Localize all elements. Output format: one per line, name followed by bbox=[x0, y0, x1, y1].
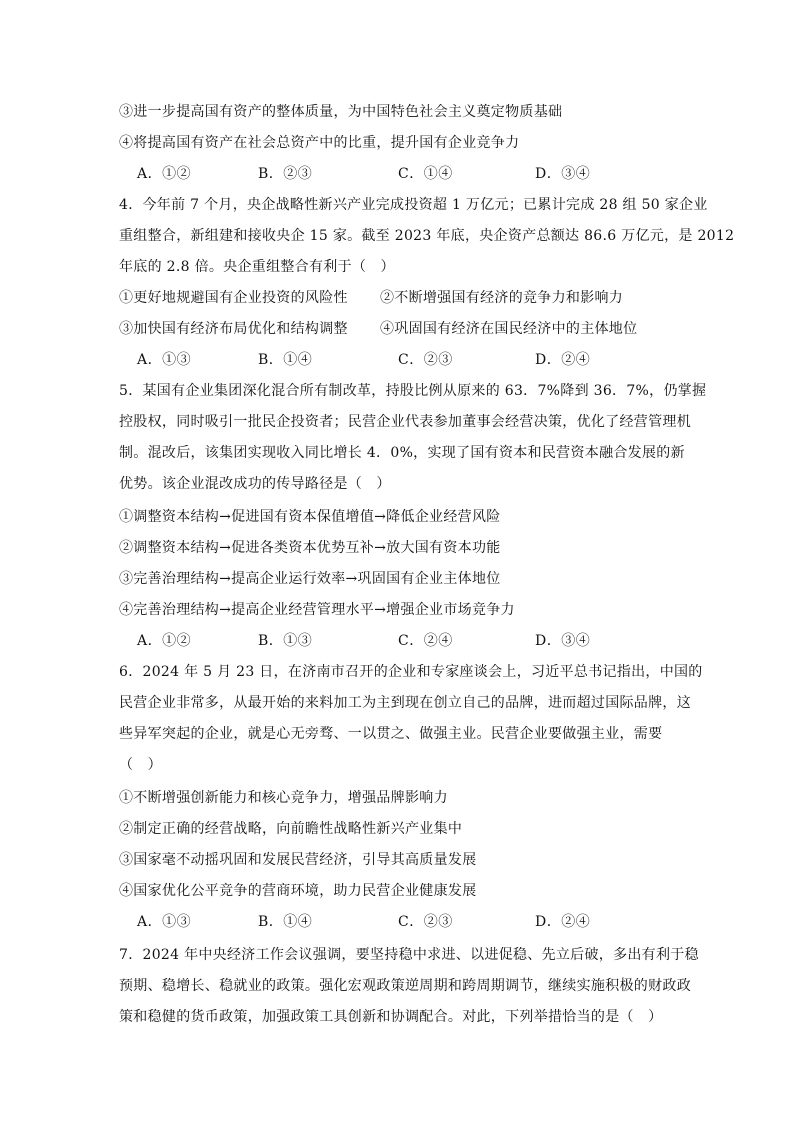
q7-stem-line-1: 7．2024 年中央经济工作会议强调，要坚持稳中求进、以进促稳、先立后破，多出有利于稳 bbox=[119, 947, 699, 963]
q6-option-c: C．②③ bbox=[398, 914, 453, 930]
q6-stem-line-3: 些异军突起的企业，就是心无旁骛、一以贯之、做强主业。民营企业要做强主业，需要 bbox=[119, 726, 663, 742]
q3-option-a: A．①② bbox=[137, 166, 192, 182]
q5-item-4: ④完善治理结构→提高企业经营管理水平→增强企业市场竞争力 bbox=[119, 602, 515, 618]
q5-options bbox=[137, 631, 657, 651]
q4-item-2: ②不断增强国有经济的竞争力和影响力 bbox=[380, 290, 624, 306]
q4-option-c: C．②③ bbox=[398, 352, 453, 368]
q7-stem-line-3: 策和稳健的货币政策，加强政策工具创新和协调配合。对此，下列举措恰当的是（ ） bbox=[119, 1009, 663, 1025]
q4-item-1: ①更好地规避国有企业投资的风险性 bbox=[119, 290, 348, 306]
q7-stem-line-2: 预期、稳增长、稳就业的政策。强化宏观政策逆周期和跨周期调节，继续实施积极的财政政 bbox=[119, 978, 691, 994]
q3-options bbox=[137, 164, 657, 184]
q6-stem-line-2: 民营企业非常多，从最开始的来料加工为主到现在创立自己的品牌，进而超过国际品牌，这 bbox=[119, 695, 691, 711]
q6-option-b: B．①④ bbox=[258, 914, 313, 930]
q6-options bbox=[137, 912, 657, 932]
q4-option-b: B．①④ bbox=[258, 352, 313, 368]
q5-stem-line-3: 制。混改后，该集团实现收入同比增长 4．0%，实现了国有资本和民营资本融合发展的新 bbox=[119, 445, 685, 461]
q5-stem-line-2: 控股权，同时吸引一批民企投资者；民营企业代表参加董事会经营决策，优化了经营管理机 bbox=[119, 414, 691, 430]
q5-stem-line-1: 5．某国有企业集团深化混合所有制改革，持股比例从原来的 63．7%降到 36．7%，仍掌握 bbox=[119, 383, 707, 399]
q3-item-4: ④将提高国有资产在社会总资产中的比重，提升国有企业竞争力 bbox=[119, 135, 520, 151]
q5-stem-line-4: 优势。该企业混改成功的传导路径是（ ） bbox=[119, 476, 391, 492]
q4-item-4: ④巩固国有经济在国民经济中的主体地位 bbox=[380, 321, 638, 337]
q5-option-c: C．②④ bbox=[398, 633, 453, 649]
q3-option-b: B．②③ bbox=[258, 166, 313, 182]
q5-option-a: A．①② bbox=[137, 633, 192, 649]
q4-item-3: ③加快国有经济布局优化和结构调整 bbox=[119, 321, 348, 337]
q3-item-3: ③进一步提高国有资产的整体质量，为中国特色社会主义奠定物质基础 bbox=[119, 104, 563, 120]
q5-option-b: B．①③ bbox=[258, 633, 313, 649]
q4-stem-line-2: 重组整合，新组建和接收央企 15 家。截至 2023 年底，央企资产总额达 86.6 万亿元，是 2012 bbox=[119, 228, 735, 244]
q3-option-c: C．①④ bbox=[398, 166, 453, 182]
q6-item-2: ②制定正确的经营战略，向前瞻性战略性新兴产业集中 bbox=[119, 821, 463, 837]
q4-stem-line-1: 4．今年前 7 个月，央企战略性新兴产业完成投资超 1 万亿元；已累计完成 28 组 50 家企业 bbox=[119, 197, 708, 213]
q5-item-1: ①调整资本结构→促进国有资本保值增值→降低企业经营风险 bbox=[119, 509, 501, 525]
q6-item-4: ④国家优化公平竞争的营商环境，助力民营企业健康发展 bbox=[119, 883, 477, 899]
q4-stem-line-3: 年底的 2.8 倍。央企重组整合有利于（ ） bbox=[119, 259, 395, 275]
q5-item-2: ②调整资本结构→促进各类资本优势互补→放大国有资本功能 bbox=[119, 540, 501, 556]
q6-stem-line-4: （ ） bbox=[119, 757, 162, 773]
q6-option-a: A．①③ bbox=[137, 914, 192, 930]
q5-option-d: D．③④ bbox=[535, 633, 591, 649]
q5-item-3: ③完善治理结构→提高企业运行效率→巩固国有企业主体地位 bbox=[119, 571, 501, 587]
q3-option-d: D．③④ bbox=[535, 166, 591, 182]
q4-option-d: D．②④ bbox=[535, 352, 591, 368]
q4-option-a: A．①③ bbox=[137, 352, 192, 368]
q6-stem-line-1: 6．2024 年 5 月 23 日，在济南市召开的企业和专家座谈会上，习近平总书记指出，中国的 bbox=[119, 664, 703, 680]
q4-options bbox=[137, 350, 657, 370]
q6-option-d: D．②④ bbox=[535, 914, 591, 930]
q6-item-1: ①不断增强创新能力和核心竞争力，增强品牌影响力 bbox=[119, 790, 448, 806]
q6-item-3: ③国家毫不动摇巩固和发展民营经济，引导其高质量发展 bbox=[119, 852, 477, 868]
